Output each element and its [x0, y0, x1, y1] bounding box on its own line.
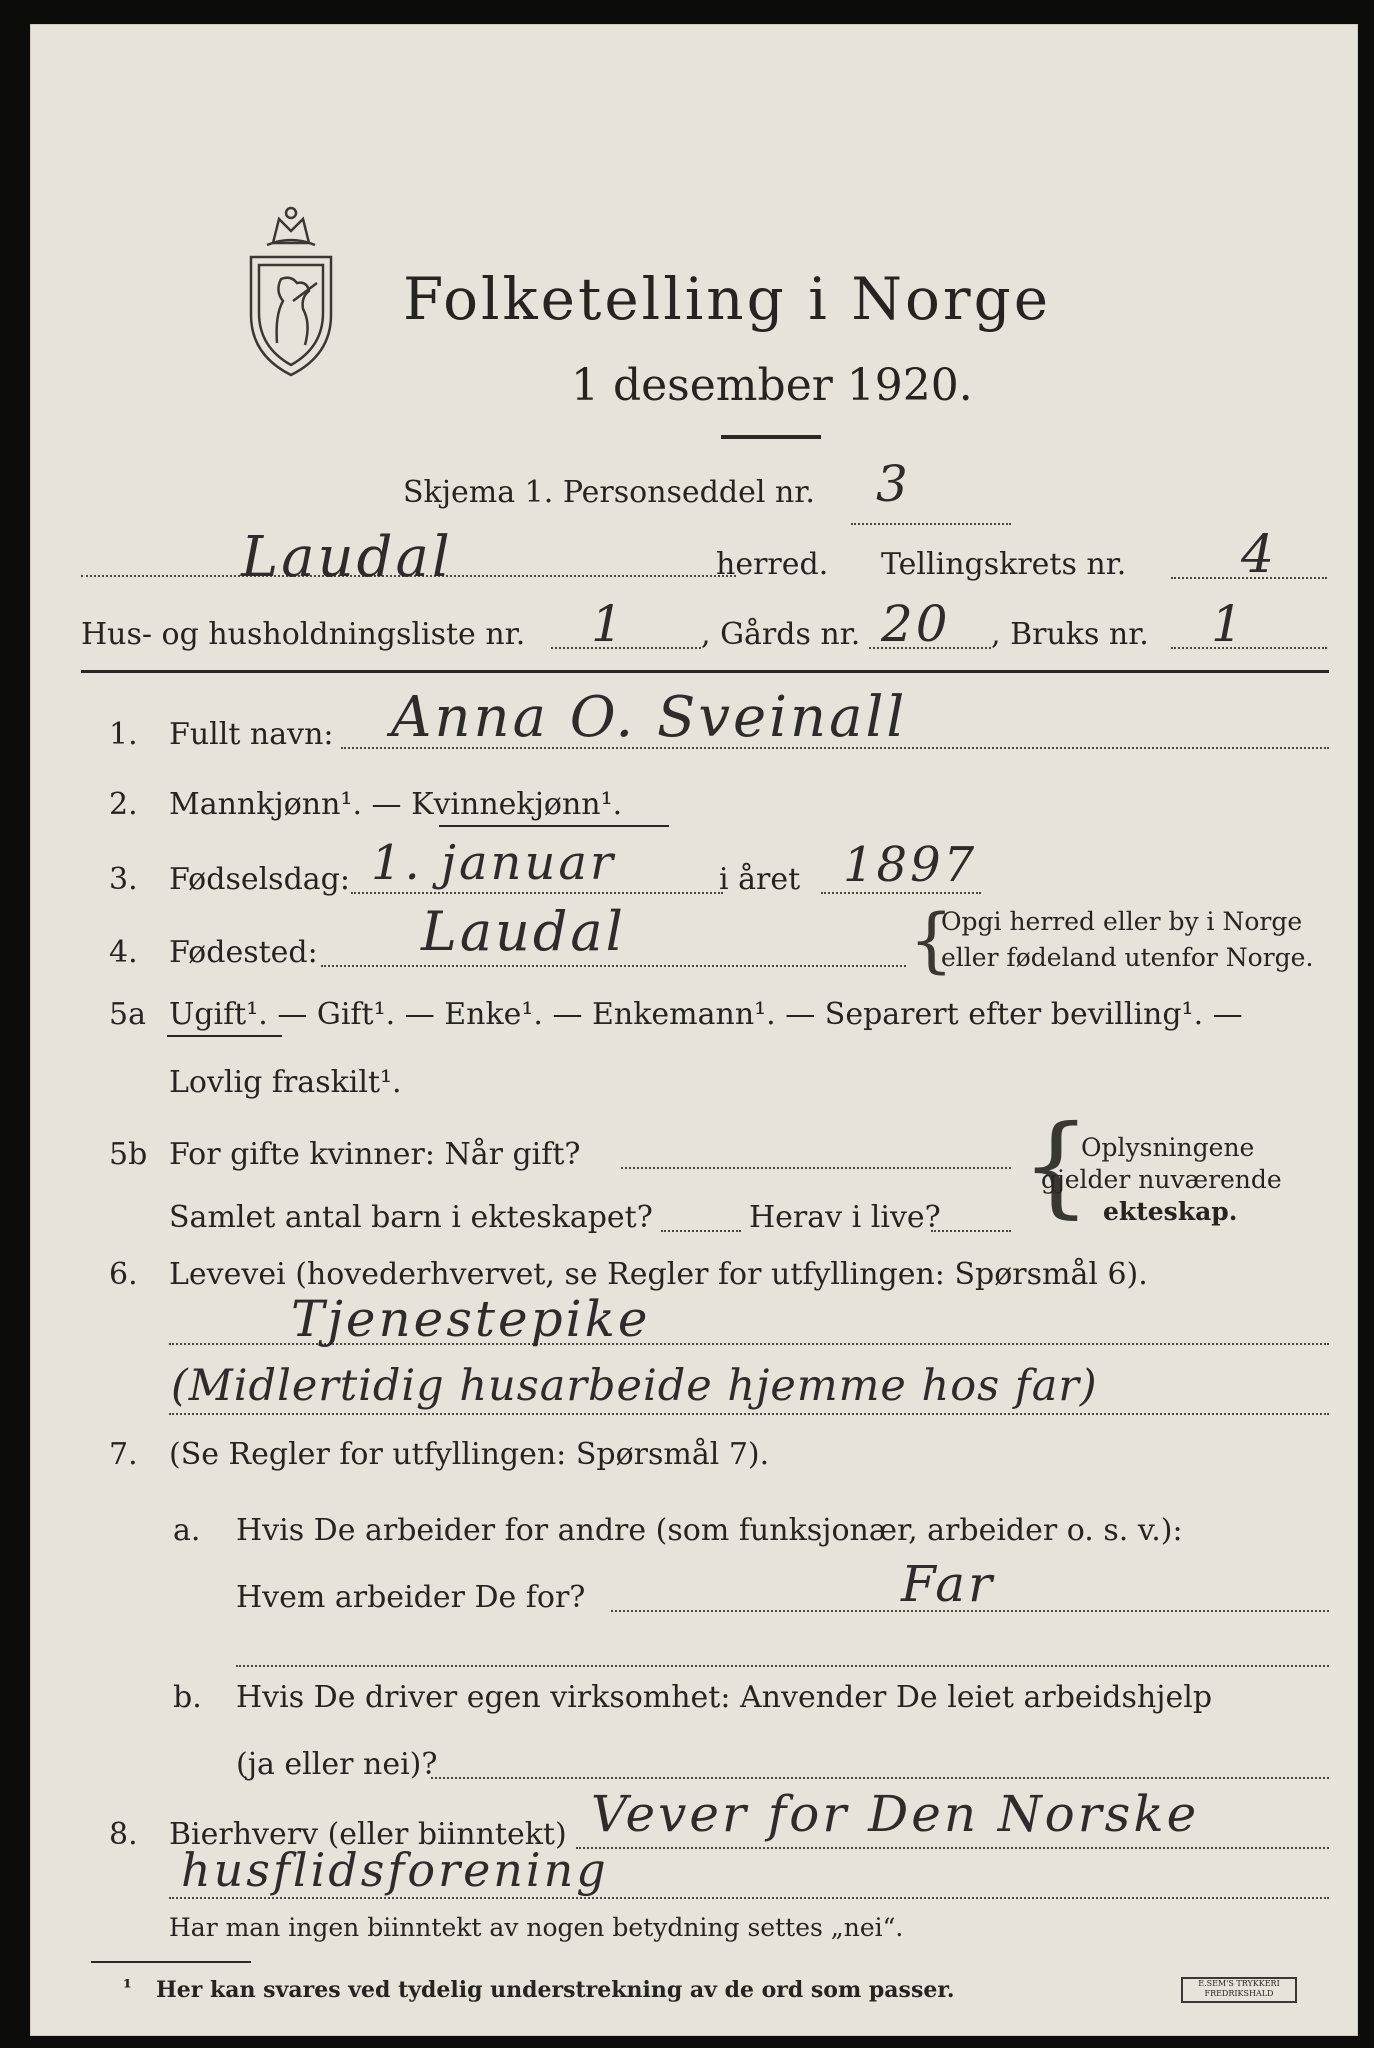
footnote-text: Her kan svares ved tydelig understrekning av de ord som passer. — [156, 1977, 955, 2003]
birthplace-value[interactable]: Laudal — [421, 900, 626, 963]
herred-label: herred. — [716, 547, 829, 582]
q2-label: Mannkjønn¹. — Kvinnekjønn¹. — [169, 787, 623, 822]
q8-label: Bierhverv (eller biinntekt) — [169, 1817, 567, 1852]
q7b-question: Hvis De driver egen virksomhet: Anvender De leiet arbeidshjelp — [236, 1680, 1213, 1715]
husholdningsliste-line — [551, 647, 701, 649]
census-date: 1 desember 1920. — [571, 360, 973, 411]
printer-stamp: E.SEM'S TRYKKERI FREDRIKSHALD — [1181, 1977, 1297, 2003]
herred-name[interactable]: Laudal — [241, 525, 453, 590]
gards-label: , Gårds nr. — [701, 617, 861, 652]
q5b-note-line2: gjelder nuværende — [1041, 1165, 1282, 1194]
q5b-alive-line — [931, 1230, 1011, 1232]
footnote-rule — [91, 1961, 251, 1963]
birthday-value[interactable]: 1. januar — [371, 835, 616, 891]
q7-number: 7. — [109, 1437, 138, 1472]
q8-note: Har man ingen biinntekt av nogen betydning settes „nei“. — [169, 1913, 904, 1942]
husholdningsliste-nr[interactable]: 1 — [591, 595, 626, 653]
bruks-line — [1171, 647, 1327, 649]
q8-number: 8. — [109, 1817, 138, 1852]
q5a-options: Ugift¹. — Gift¹. — Enke¹. — Enkemann¹. — Separert efter bevilling¹. — — [169, 997, 1243, 1032]
q5b-number: 5b — [109, 1137, 148, 1172]
header-rule — [81, 670, 1329, 673]
q7b-answer-label: (ja eller nei)? — [236, 1747, 438, 1782]
q7-label: (Se Regler for utfyllingen: Spørsmål 7). — [169, 1437, 770, 1472]
occupation-value[interactable]: Tjenestepike — [291, 1290, 651, 1348]
q3-number: 3. — [109, 862, 138, 897]
q6-line2 — [169, 1413, 1329, 1415]
q4-number: 4. — [109, 935, 138, 970]
q6-label: Levevei (hovederhvervet, se Regler for utfyllingen: Spørsmål 6). — [169, 1257, 1148, 1292]
ugift-underline — [167, 1035, 282, 1037]
q5b-line1: For gifte kvinner: Når gift? — [169, 1137, 581, 1172]
tellingskrets-nr[interactable]: 4 — [1241, 525, 1278, 585]
q3-label: Fødselsdag: — [169, 862, 350, 897]
q5b-children-line — [661, 1230, 741, 1232]
q7a-extra-line — [236, 1665, 1329, 1667]
q7a-employer-label: Hvem arbeider De for? — [236, 1580, 586, 1615]
q5a-options-line2: Lovlig fraskilt¹. — [169, 1065, 402, 1100]
q8-line2 — [169, 1897, 1329, 1899]
full-name-value[interactable]: Anna O. Sveinall — [391, 685, 908, 750]
q5b-note-line3: ekteskap. — [1103, 1197, 1238, 1226]
q5b-brace: { — [1021, 1101, 1091, 1229]
q5b-alive-label: Herav i live? — [749, 1200, 941, 1235]
q6-number: 6. — [109, 1257, 138, 1292]
q5a-number: 5a — [109, 997, 146, 1032]
tellingskrets-label: Tellingskrets nr. — [881, 547, 1127, 582]
q4-line — [321, 965, 906, 967]
footnote-mark: ¹ — [123, 1975, 132, 1999]
q5b-married-line — [621, 1167, 1011, 1169]
kvinnekjonn-underline — [439, 825, 669, 827]
q2-number: 2. — [109, 787, 138, 822]
side-income-value-cont[interactable]: husflidsforening — [181, 1843, 609, 1897]
q4-label: Fødested: — [169, 935, 318, 970]
q4-note-line2: eller fødeland utenfor Norge. — [941, 943, 1314, 972]
coat-of-arms-icon — [231, 205, 351, 385]
side-income-value[interactable]: Vever for Den Norske — [591, 1785, 1200, 1843]
q4-brace: { — [909, 899, 954, 981]
q5b-note-line1: Oplysningene — [1081, 1133, 1255, 1162]
title-divider — [721, 435, 821, 439]
husholdningsliste-label: Hus- og husholdningsliste nr. — [81, 617, 526, 652]
q8-line1 — [576, 1847, 1329, 1849]
occupation-detail-value[interactable]: (Midlertidig husarbeide hjemme hos far) — [171, 1361, 1098, 1411]
bruks-nr[interactable]: 1 — [1211, 595, 1246, 653]
q1-number: 1. — [109, 717, 138, 752]
q3-date-line — [351, 892, 723, 894]
birth-year-value[interactable]: 1897 — [843, 837, 978, 893]
skjema-label: Skjema 1. Personseddel nr. — [403, 475, 815, 510]
q7b-letter: b. — [173, 1680, 202, 1715]
employer-value[interactable]: Far — [901, 1555, 996, 1613]
gards-nr[interactable]: 20 — [881, 595, 951, 653]
personseddel-nr[interactable]: 3 — [876, 455, 911, 513]
q3-year-label: i året — [719, 862, 801, 897]
personseddel-line — [851, 523, 1011, 525]
q4-note-line1: Opgi herred eller by i Norge — [941, 907, 1303, 936]
q7a-letter: a. — [173, 1513, 201, 1548]
q1-label: Fullt navn: — [169, 717, 334, 752]
q7b-answer-line — [431, 1777, 1329, 1779]
census-form-sheet — [30, 24, 1358, 2036]
q7a-question: Hvis De arbeider for andre (som funksjonær, arbeider o. s. v.): — [236, 1513, 1183, 1548]
q5b-children-label: Samlet antal barn i ekteskapet? — [169, 1200, 653, 1235]
form-title: Folketelling i Norge — [403, 265, 1052, 333]
bruks-label: , Bruks nr. — [991, 617, 1149, 652]
